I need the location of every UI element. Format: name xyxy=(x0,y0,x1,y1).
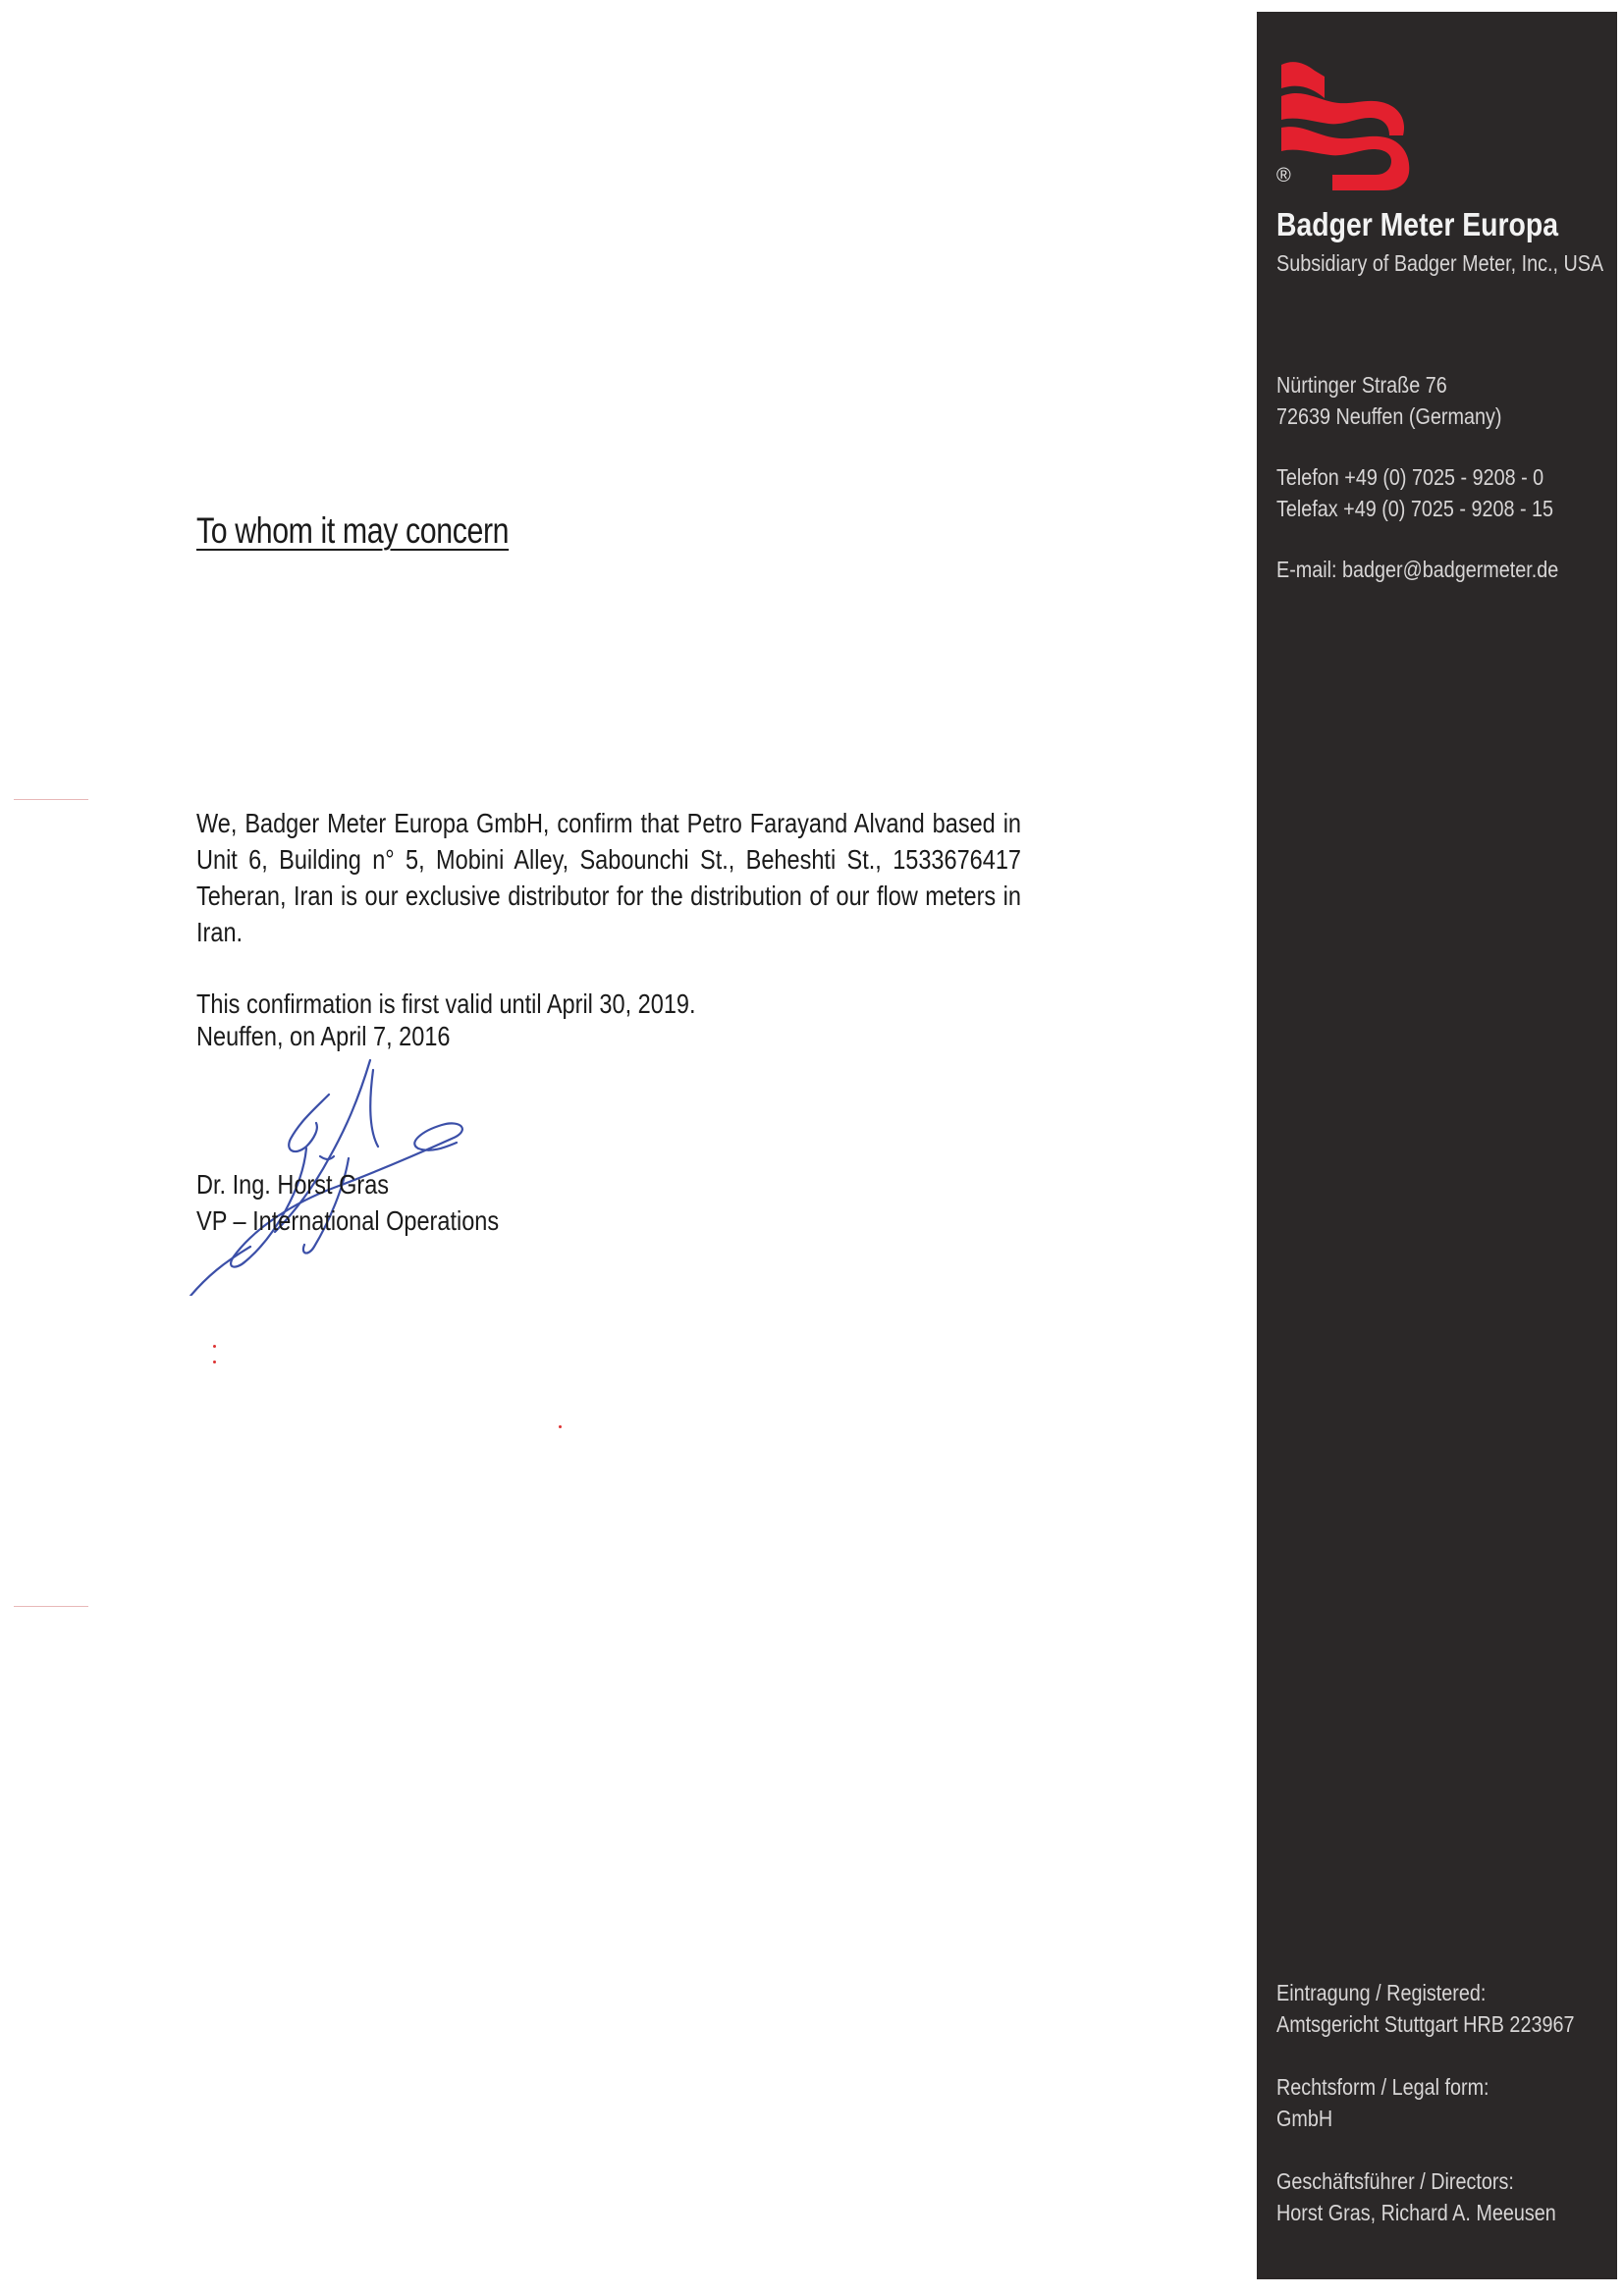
directors-value: Horst Gras, Richard A. Meeusen xyxy=(1276,2200,1556,2225)
badger-meter-logo-icon xyxy=(1273,59,1411,196)
address-street: Nürtinger Straße 76 xyxy=(1276,372,1447,398)
stray-mark xyxy=(213,1361,216,1363)
stray-mark xyxy=(559,1425,562,1428)
address-city: 72639 Neuffen (Germany) xyxy=(1276,403,1502,429)
stray-mark xyxy=(213,1345,216,1348)
company-name: Badger Meter Europa xyxy=(1276,206,1559,242)
directors-label: Geschäftsführer / Directors: xyxy=(1276,2168,1514,2194)
body-paragraph-validity: This confirmation is first valid until April 30, 2019. xyxy=(196,988,696,1019)
letterhead-sidebar xyxy=(1257,12,1617,2279)
fax-number: Telefax +49 (0) 7025 - 9208 - 15 xyxy=(1276,496,1554,521)
registered-label: Eintragung / Registered: xyxy=(1276,1980,1487,2005)
telephone-number: Telefon +49 (0) 7025 - 9208 - 0 xyxy=(1276,464,1544,490)
body-paragraph-distributor: We, Badger Meter Europa GmbH, confirm that Petro Farayand Alvand based in Unit 6, Building n° 5, Mobini Alley, Sabounchi St., Beheshti St., 1533676417 Teheran, Iran is our exclusive distributor for the distribution of our flow meters in Iran. xyxy=(196,808,1021,947)
subsidiary-text: Subsidiary of Badger Meter, Inc., USA xyxy=(1276,250,1604,276)
signatory-block xyxy=(196,1166,499,1239)
fold-mark-upper xyxy=(14,799,88,800)
signatory-name: Dr. Ing. Horst Gras xyxy=(196,1169,390,1200)
registered-mark: ® xyxy=(1276,165,1291,187)
fold-mark-lower xyxy=(14,1606,88,1607)
legal-form-label: Rechtsform / Legal form: xyxy=(1276,2074,1489,2100)
letter-heading: To whom it may concern xyxy=(196,510,510,551)
letter-body xyxy=(196,805,1021,1057)
signatory-title: VP – International Operations xyxy=(196,1205,500,1236)
legal-form-value: GmbH xyxy=(1276,2106,1333,2131)
email-address: E-mail: badger@badgermeter.de xyxy=(1276,557,1559,582)
date-line: Neuffen, on April 7, 2016 xyxy=(196,1021,451,1051)
registered-value: Amtsgericht Stuttgart HRB 223967 xyxy=(1276,2011,1575,2037)
